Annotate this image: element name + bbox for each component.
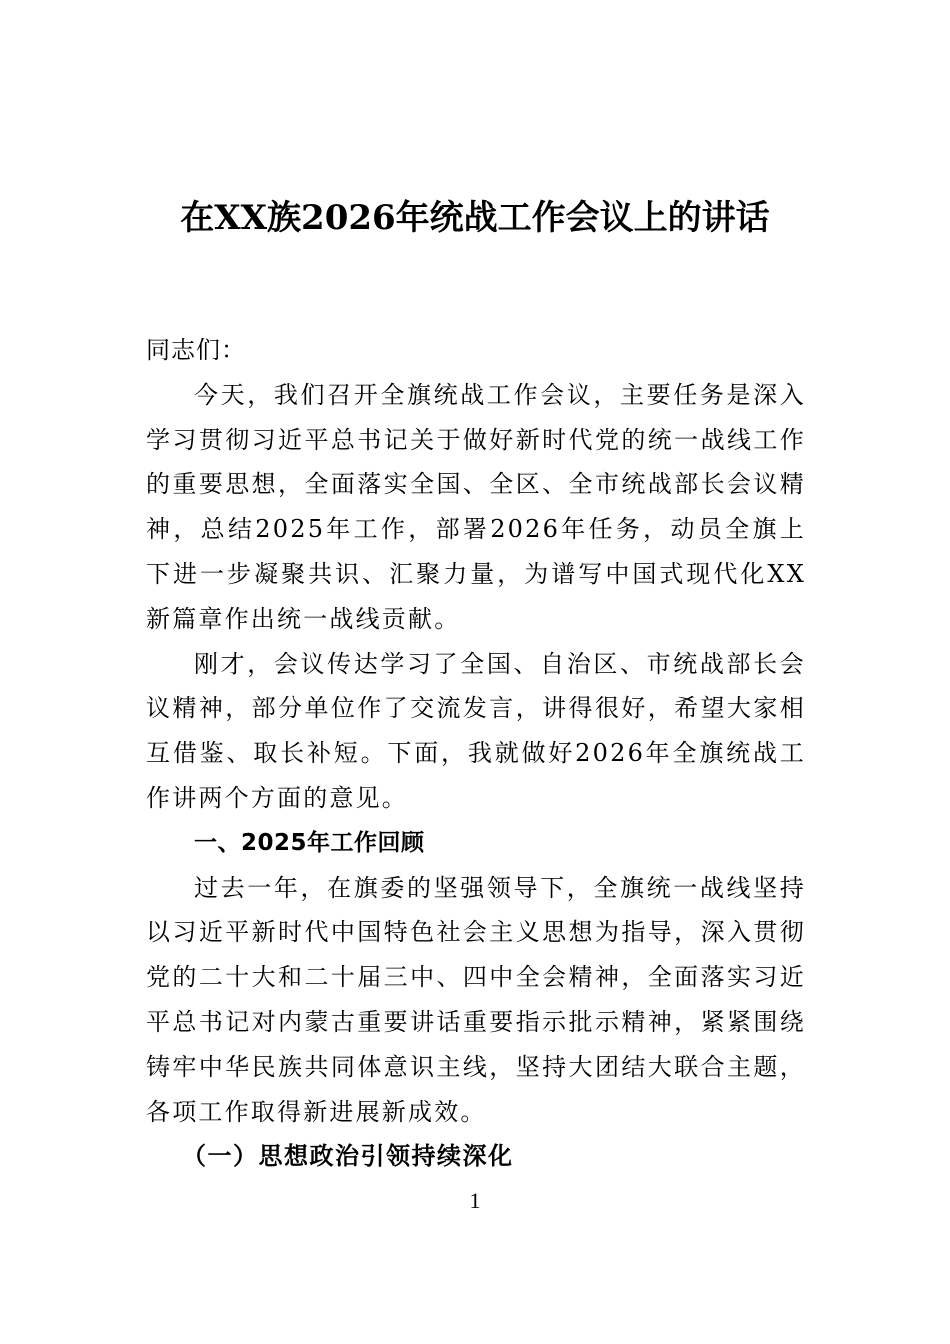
document-title: 在XX族2026年统战工作会议上的讲话 (180, 198, 770, 238)
paragraph-meeting-summary: 刚才，会议传达学习了全国、自治区、市统战部长会议精神，部分单位作了交流发言，讲得很好，希望大家相互借鉴、取长补短。下面，我就做好2026年全旗统战工作讲两个方面的意见。 (146, 649, 806, 812)
paragraph-review: 过去一年，在旗委的坚强领导下，全旗统一战线坚持以习近平新时代中国特色社会主义思想为指导，深入贯彻党的二十大和二十届三中、四中全会精神，全面落实习近平总书记对内蒙古重要讲话重要指示批示精神，紧紧围绕铸牢中华民族共同体意识主线，坚持大团结大联合主题，各项工作取得新进展新成效。 (146, 873, 806, 1126)
page-number: 1 (469, 1188, 481, 1213)
document-body (146, 328, 806, 1179)
subsection-heading-ideology: （一）思想政治引领持续深化 (182, 1141, 514, 1171)
paragraph-opening: 今天，我们召开全旗统战工作会议，主要任务是深入学习贯彻习近平总书记关于做好新时代党的统一战线工作的重要思想，全面落实全国、全区、全市统战部长会议精神，总结2025年工作，部署2026年任务，动员全旗上下进一步凝聚共识、汇聚力量，为谱写中国式现代化XX新篇章作出统一战线贡献。 (146, 380, 806, 633)
salutation: 同志们： (146, 336, 246, 364)
section-heading-review: 一、2025年工作回顾 (194, 829, 425, 856)
